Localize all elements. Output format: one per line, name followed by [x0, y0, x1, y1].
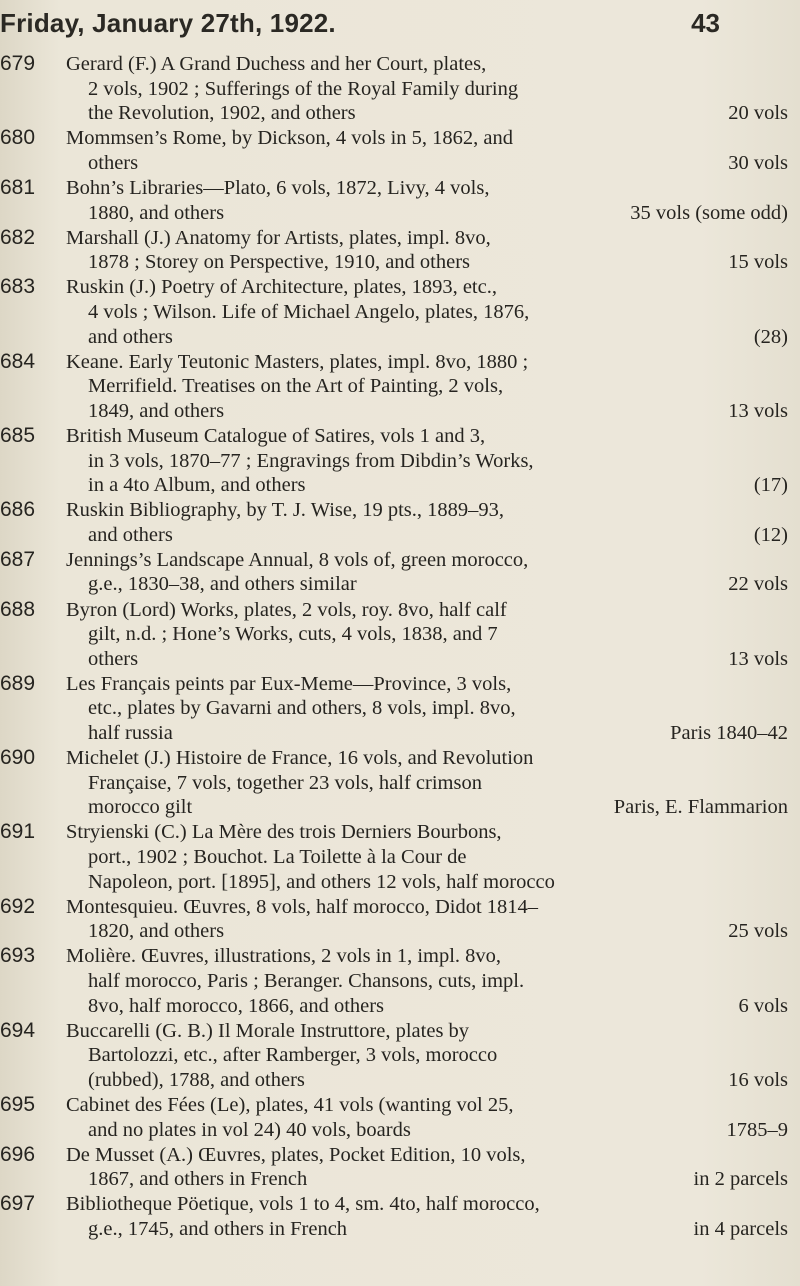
lot-quantity: 15 vols	[728, 251, 788, 274]
lot-quantity: Paris, E. Flammarion	[613, 796, 788, 819]
lot-quantity: 20 vols	[728, 102, 788, 125]
lot-number: 686	[0, 498, 36, 522]
lot-entry	[0, 548, 788, 597]
lot-final-line	[66, 1217, 788, 1242]
lot-entry	[0, 275, 788, 349]
lot-quantity: 30 vols	[728, 151, 788, 174]
lot-description-line: etc., plates by Gavarni and others, 8 vols, impl. 8vo,	[88, 697, 516, 720]
lot-description-line: Ruskin Bibliography, by T. J. Wise, 19 pts., 1889–93,	[66, 499, 505, 522]
lot-description-line: Les Français peints par Eux-Meme—Province, 3 vols,	[66, 672, 512, 695]
lot-number: 687	[0, 547, 36, 571]
lot-description-line: Bohn’s Libraries—Plato, 6 vols, 1872, Livy, 4 vols,	[66, 176, 490, 199]
page-number: 43	[691, 8, 720, 38]
lot-quantity: 16 vols	[728, 1068, 788, 1091]
lot-final-line	[66, 1068, 788, 1093]
lot-description-line: Molière. Œuvres, illustrations, 2 vols in 1, impl. 8vo,	[66, 945, 502, 968]
lot-entry	[0, 895, 788, 944]
lot-quantity: 25 vols	[728, 920, 788, 943]
lot-number: 692	[0, 894, 36, 918]
lot-description-line: Jennings’s Landscape Annual, 8 vols of, green morocco,	[66, 548, 529, 571]
lot-description-tail: 1820, and others	[88, 920, 225, 943]
lot-number: 682	[0, 225, 36, 249]
lot-entry	[0, 1143, 788, 1192]
lot-entry	[0, 52, 788, 126]
lot-final-line	[66, 647, 788, 672]
lot-description-line: half morocco, Paris ; Beranger. Chansons, cuts, impl.	[88, 969, 525, 992]
lot-description-line: Marshall (J.) Anatomy for Artists, plates, impl. 8vo,	[66, 226, 491, 249]
lot-description-tail: 8vo, half morocco, 1866, and others	[88, 994, 385, 1017]
lot-description-line: port., 1902 ; Bouchot. La Toilette à la Cour de	[88, 846, 467, 868]
lot-quantity: 22 vols	[728, 573, 788, 596]
lot-quantity: 13 vols	[728, 399, 788, 422]
lot-final-line	[66, 151, 788, 176]
lot-description-line: Byron (Lord) Works, plates, 2 vols, roy. 8vo, half calf	[66, 598, 507, 621]
lot-final-line	[66, 721, 788, 746]
lot-description-tail: and no plates in vol 24) 40 vols, boards	[88, 1118, 411, 1141]
lot-entry	[0, 126, 788, 175]
lot-quantity: 13 vols	[728, 647, 788, 670]
lot-description-line: in 3 vols, 1870–77 ; Engravings from Dibdin’s Works,	[88, 449, 534, 472]
lot-description-line: Cabinet des Fées (Le), plates, 41 vols (wanting vol 25,	[66, 1093, 514, 1116]
lot-quantity: (28)	[753, 325, 788, 348]
lot-number: 695	[0, 1092, 36, 1116]
lot-number: 681	[0, 175, 36, 199]
lot-number: 694	[0, 1018, 36, 1042]
lot-description-tail: g.e., 1830–38, and others similar	[88, 573, 357, 596]
lot-final-line	[66, 250, 788, 275]
lot-entry	[0, 226, 788, 275]
lot-description-line: Stryienski (C.) La Mère des trois Derniers Bourbons,	[66, 821, 502, 844]
lot-entry	[0, 1192, 788, 1241]
lot-description-line: Napoleon, port. [1895], and others 12 vols, half morocco	[88, 870, 555, 893]
lot-description-tail: others	[88, 647, 139, 670]
lot-entry	[0, 598, 788, 672]
lot-description-tail: in a 4to Album, and others	[88, 474, 306, 497]
lot-description-line: Française, 7 vols, together 23 vols, half crimson	[88, 771, 482, 794]
lot-description-line: Merrifield. Treatises on the Art of Painting, 2 vols,	[88, 375, 504, 398]
lot-final-line	[66, 1118, 788, 1143]
lot-description-tail: g.e., 1745, and others in French	[88, 1217, 348, 1240]
lot-description-line: Montesquieu. Œuvres, 8 vols, half morocco, Didot 1814–	[66, 895, 539, 918]
lot-entry	[0, 498, 788, 547]
lot-final-line	[66, 994, 788, 1019]
lot-description-line: Buccarelli (G. B.) Il Morale Instruttore, plates by	[66, 1019, 470, 1042]
lot-number: 691	[0, 820, 36, 844]
lot-number: 685	[0, 423, 36, 447]
lot-final-line	[66, 523, 788, 548]
lot-description-line: 4 vols ; Wilson. Life of Michael Angelo, plates, 1876,	[88, 300, 530, 323]
lot-entry	[0, 350, 788, 424]
lot-quantity: 1785–9	[726, 1118, 788, 1141]
lot-description-line: Mommsen’s Rome, by Dickson, 4 vols in 5, 1862, and	[66, 127, 514, 150]
lot-description-line: Michelet (J.) Histoire de France, 16 vols, and Revolution	[66, 747, 534, 770]
lot-quantity: (17)	[753, 474, 788, 497]
lot-description-tail: (rubbed), 1788, and others	[88, 1068, 305, 1091]
lot-description-line: 2 vols, 1902 ; Sufferings of the Royal Family during	[88, 77, 519, 100]
lot-entry	[0, 820, 788, 894]
lot-entry	[0, 672, 788, 746]
lot-description-line: De Musset (A.) Œuvres, plates, Pocket Edition, 10 vols,	[66, 1143, 526, 1166]
lot-description-line: British Museum Catalogue of Satires, vols 1 and 3,	[66, 424, 486, 447]
lot-description-tail: 1849, and others	[88, 399, 225, 422]
lot-description-line: Bibliotheque Pöetique, vols 1 to 4, sm. 4to, half morocco,	[66, 1193, 540, 1216]
lot-number: 680	[0, 126, 36, 150]
lot-number: 697	[0, 1192, 36, 1216]
lot-description-line: gilt, n.d. ; Hone’s Works, cuts, 4 vols, 1838, and 7	[88, 623, 498, 646]
lot-final-line	[66, 919, 788, 944]
lot-number: 693	[0, 944, 36, 968]
lot-number: 690	[0, 746, 36, 770]
lot-description-line: Gerard (F.) A Grand Duchess and her Court, plates,	[66, 53, 487, 75]
lot-description-tail: half russia	[88, 722, 173, 745]
lot-quantity: in 4 parcels	[693, 1217, 788, 1240]
lot-number: 683	[0, 275, 36, 299]
lot-list	[0, 52, 788, 1242]
lot-entry	[0, 1019, 788, 1093]
lot-final-line	[66, 101, 788, 126]
lot-entry	[0, 424, 788, 498]
lot-final-line	[66, 473, 788, 498]
lot-quantity: (12)	[753, 523, 788, 546]
lot-description-line: Ruskin (J.) Poetry of Architecture, plates, 1893, etc.,	[66, 276, 497, 299]
lot-description-tail: others	[88, 151, 139, 174]
lot-final-line	[66, 795, 788, 820]
lot-final-line	[66, 201, 788, 226]
lot-description-tail: morocco gilt	[88, 796, 193, 819]
lot-number: 689	[0, 671, 36, 695]
header-date: Friday, January 27th, 1922.	[0, 8, 336, 38]
lot-number: 688	[0, 597, 36, 621]
lot-quantity: 35 vols (some odd)	[630, 201, 788, 224]
lot-quantity: 6 vols	[738, 994, 788, 1017]
lot-entry	[0, 1093, 788, 1142]
lot-entry	[0, 746, 788, 820]
lot-final-line	[66, 1167, 788, 1192]
lot-description-tail: the Revolution, 1902, and others	[88, 102, 356, 125]
page-header	[0, 8, 720, 42]
lot-description-tail: 1878 ; Storey on Perspective, 1910, and others	[88, 251, 471, 274]
lot-description-tail: and others	[88, 325, 173, 348]
lot-description-tail: and others	[88, 523, 173, 546]
lot-number: 684	[0, 349, 36, 373]
lot-entry	[0, 944, 788, 1018]
lot-number: 679	[0, 52, 36, 75]
lot-number: 696	[0, 1142, 36, 1166]
lot-quantity: Paris 1840–42	[670, 722, 788, 745]
lot-final-line	[66, 399, 788, 424]
lot-description-line: Bartolozzi, etc., after Ramberger, 3 vols, morocco	[88, 1044, 498, 1067]
lot-description-tail: 1867, and others in French	[88, 1168, 308, 1191]
lot-description-line: Keane. Early Teutonic Masters, plates, impl. 8vo, 1880 ;	[66, 350, 529, 373]
lot-final-line	[66, 325, 788, 350]
lot-quantity: in 2 parcels	[693, 1168, 788, 1191]
lot-description-tail: 1880, and others	[88, 201, 225, 224]
lot-final-line	[66, 572, 788, 597]
lot-entry	[0, 176, 788, 225]
